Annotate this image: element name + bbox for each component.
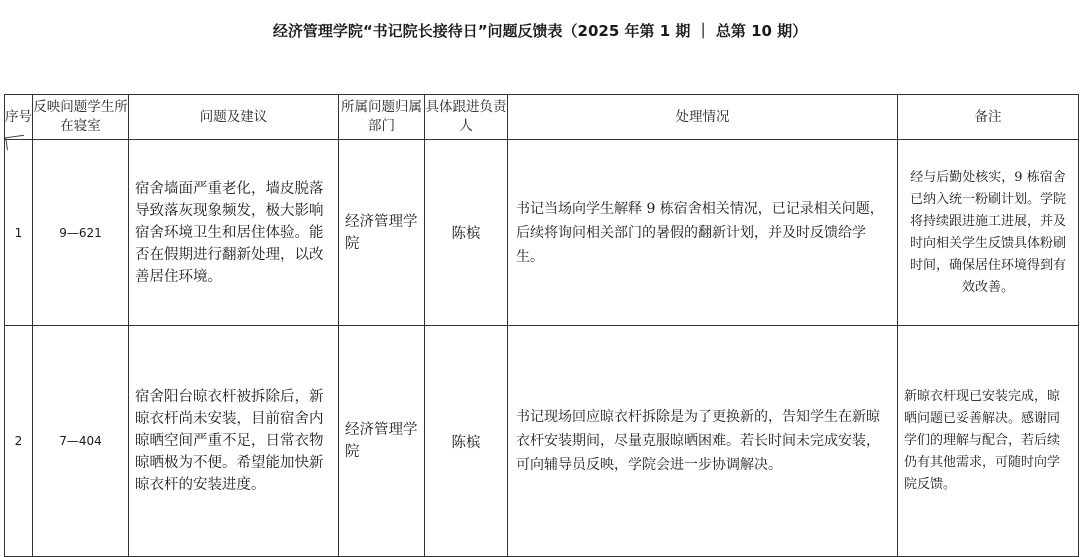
- cell-dept: 经济管理学院: [339, 140, 425, 326]
- header-seq: 序号: [5, 95, 33, 140]
- cell-person: 陈槟: [425, 326, 508, 557]
- cell-seq: 2: [5, 326, 33, 557]
- cell-handling: 书记现场回应晾衣杆拆除是为了更换新的，告知学生在新晾衣杆安装期间，尽量克服晾晒困难。若长时间未完成安装，可向辅导员反映，学院会进一步协调解决。: [508, 326, 898, 557]
- table-row: [5, 140, 1079, 326]
- header-note: 备注: [898, 95, 1079, 140]
- cell-room: 7—404: [33, 326, 129, 557]
- cell-room: 9—621: [33, 140, 129, 326]
- header-row: [5, 95, 1079, 140]
- cell-note: 经与后勤处核实，9 栋宿舍已纳入统一粉刷计划。学院将持续跟进施工进展，并及时向相关学生反馈具体粉刷时间，确保居住环境得到有效改善。: [898, 140, 1079, 326]
- cell-note: 新晾衣杆现已安装完成，晾晒问题已妥善解决。感谢同学们的理解与配合，若后续仍有其他需求，可随时向学院反馈。: [898, 326, 1079, 557]
- scan-mark: [5, 135, 26, 151]
- cell-handling: 书记当场向学生解释 9 栋宿舍相关情况，已记录相关问题，后续将询问相关部门的暑假的翻新计划，并及时反馈给学生。: [508, 140, 898, 326]
- table-row: [5, 326, 1079, 557]
- header-handling: 处理情况: [508, 95, 898, 140]
- feedback-table: [4, 94, 1079, 557]
- document-title: 经济管理学院“书记院长接待日”问题反馈表（2025 年第 1 期 ｜ 总第 10 期）: [272, 22, 808, 40]
- header-dept: 所属问题归属部门: [339, 95, 425, 140]
- header-issue: 问题及建议: [129, 95, 339, 140]
- header-room: 反映问题学生所在寝室: [33, 95, 129, 140]
- cell-issue: 宿舍墙面严重老化，墙皮脱落导致落灰现象频发，极大影响宿舍环境卫生和居住体验。能否在假期进行翻新处理，以改善居住环境。: [129, 140, 339, 326]
- cell-seq: 1: [5, 140, 33, 326]
- cell-issue: 宿舍阳台晾衣杆被拆除后，新晾衣杆尚未安装，目前宿舍内晾晒空间严重不足，日常衣物晾晒极为不便。希望能加快新晾衣杆的安装进度。: [129, 326, 339, 557]
- cell-person: 陈槟: [425, 140, 508, 326]
- header-person: 具体跟进负责人: [425, 95, 508, 140]
- cell-dept: 经济管理学院: [339, 326, 425, 557]
